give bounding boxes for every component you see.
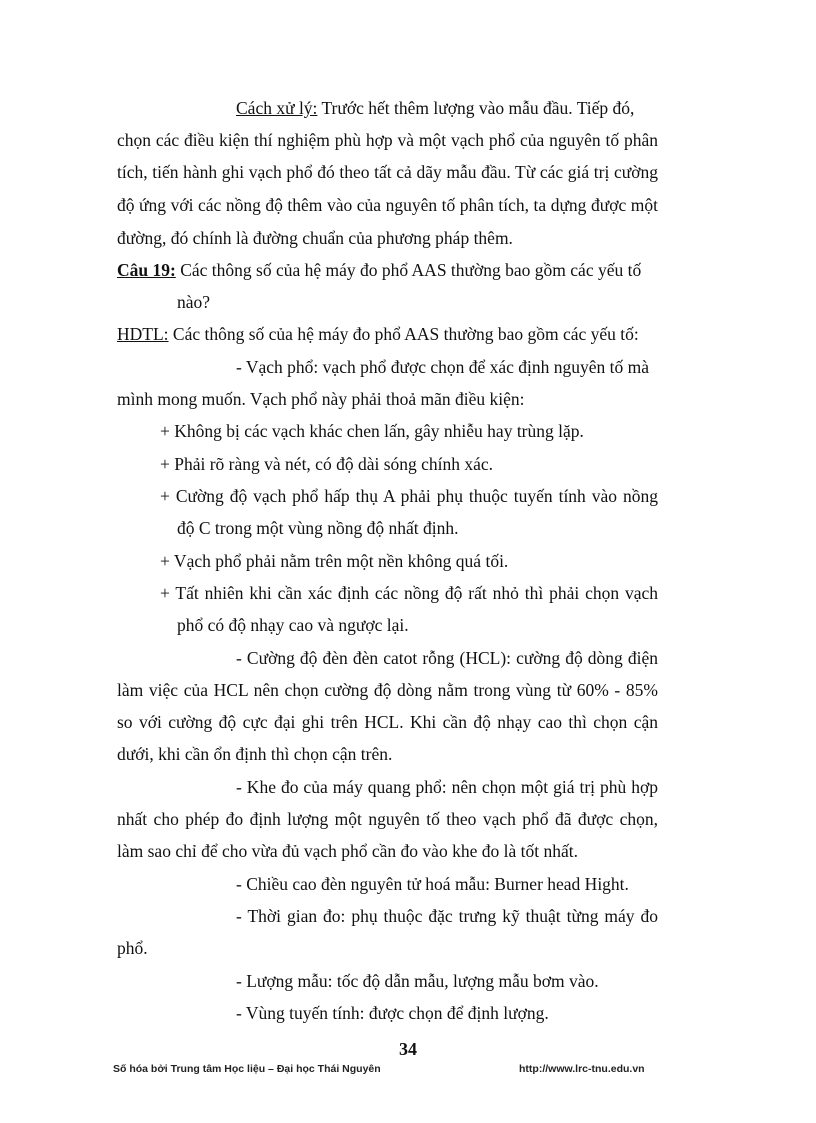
paragraph-line: - Lượng mẫu: tốc độ dẫn mẫu, lượng mẫu bơm vào. [236, 971, 599, 991]
bullet-item: + Phải rõ ràng và nét, có độ dài sóng chính xác. [160, 454, 494, 474]
paragraph-line: tích, tiến hành ghi vạch phổ đó theo tất cả dãy mẫu đầu. Từ các giá trị cường [117, 162, 658, 182]
paragraph-line: đường, đó chính là đường chuẩn của phương pháp thêm. [117, 228, 513, 248]
paragraph-line: mình mong muốn. Vạch phổ này phải thoả mãn điều kiện: [117, 389, 525, 409]
footer-left-text: Số hóa bởi Trung tâm Học liệu – Đại học Thái Nguyên [113, 1063, 381, 1075]
answer-heading: HDTL: Các thông số của hệ máy đo phổ AAS thường bao gồm các yếu tố: [117, 324, 639, 344]
paragraph-line: dưới, khi cần ổn định thì chọn cận trên. [117, 744, 393, 764]
paragraph-line: - Vạch phổ: vạch phổ được chọn để xác định nguyên tố mà [236, 357, 650, 377]
paragraph-line: so với cường độ cực đại ghi trên HCL. Khi cần độ nhạy cao thì chọn cận [117, 712, 658, 732]
paragraph-line: - Chiều cao đèn nguyên tử hoá mẫu: Burner head Hight. [236, 874, 629, 894]
bullet-item: + Tất nhiên khi cần xác định các nồng độ rất nhỏ thì phải chọn vạch [160, 583, 658, 603]
paragraph-line: nhất cho phép đo định lượng một nguyên tố theo vạch phổ đã được chọn, [117, 809, 658, 829]
paragraph-line: - Thời gian đo: phụ thuộc đặc trưng kỹ thuật từng máy đo [236, 906, 658, 926]
page-number: 34 [399, 1039, 417, 1059]
bullet-item: + Không bị các vạch khác chen lấn, gây nhiễu hay trùng lặp. [160, 421, 584, 441]
paragraph-line: làm sao chỉ để cho vừa đủ vạch phổ cần đo vào khe đo là tốt nhất. [117, 841, 578, 861]
bullet-continuation: độ C trong một vùng nồng độ nhất định. [177, 518, 459, 538]
footer-url[interactable]: http://www.lrc-tnu.edu.vn [519, 1063, 645, 1075]
bullet-item: + Vạch phổ phải nằm trên một nền không quá tối. [160, 551, 509, 571]
answer-label: HDTL: [117, 324, 169, 344]
question-label: Câu 19: [117, 260, 176, 280]
paragraph-line: - Cường độ đèn đèn catot rỗng (HCL): cường độ dòng điện [236, 648, 658, 668]
bullet-continuation: phổ có độ nhạy cao và ngược lại. [177, 615, 409, 635]
paragraph-line: chọn các điều kiện thí nghiệm phù hợp và một vạch phổ của nguyên tố phân [117, 130, 658, 150]
question-continuation: nào? [177, 292, 211, 312]
paragraph-line: làm việc của HCL nên chọn cường độ dòng nằm trong vùng từ 60% - 85% [117, 680, 658, 700]
question-heading: Câu 19: Các thông số của hệ máy đo phổ AAS thường bao gồm các yếu tố [117, 260, 642, 280]
bullet-item: + Cường độ vạch phổ hấp thụ A phải phụ thuộc tuyến tính vào nồng [160, 486, 658, 506]
section-label: Cách xử lý: [236, 98, 318, 118]
paragraph-line: độ ứng với các nồng độ thêm vào của nguyên tố phân tích, ta dựng được một [117, 195, 658, 215]
paragraph-line: Cách xử lý: Trước hết thêm lượng vào mẫu đầu. Tiếp đó, [236, 98, 635, 118]
paragraph-line: phổ. [117, 938, 148, 958]
paragraph-line: - Khe đo của máy quang phổ: nên chọn một giá trị phù hợp [236, 777, 658, 797]
paragraph-line: - Vùng tuyến tính: được chọn để định lượng. [236, 1003, 549, 1023]
